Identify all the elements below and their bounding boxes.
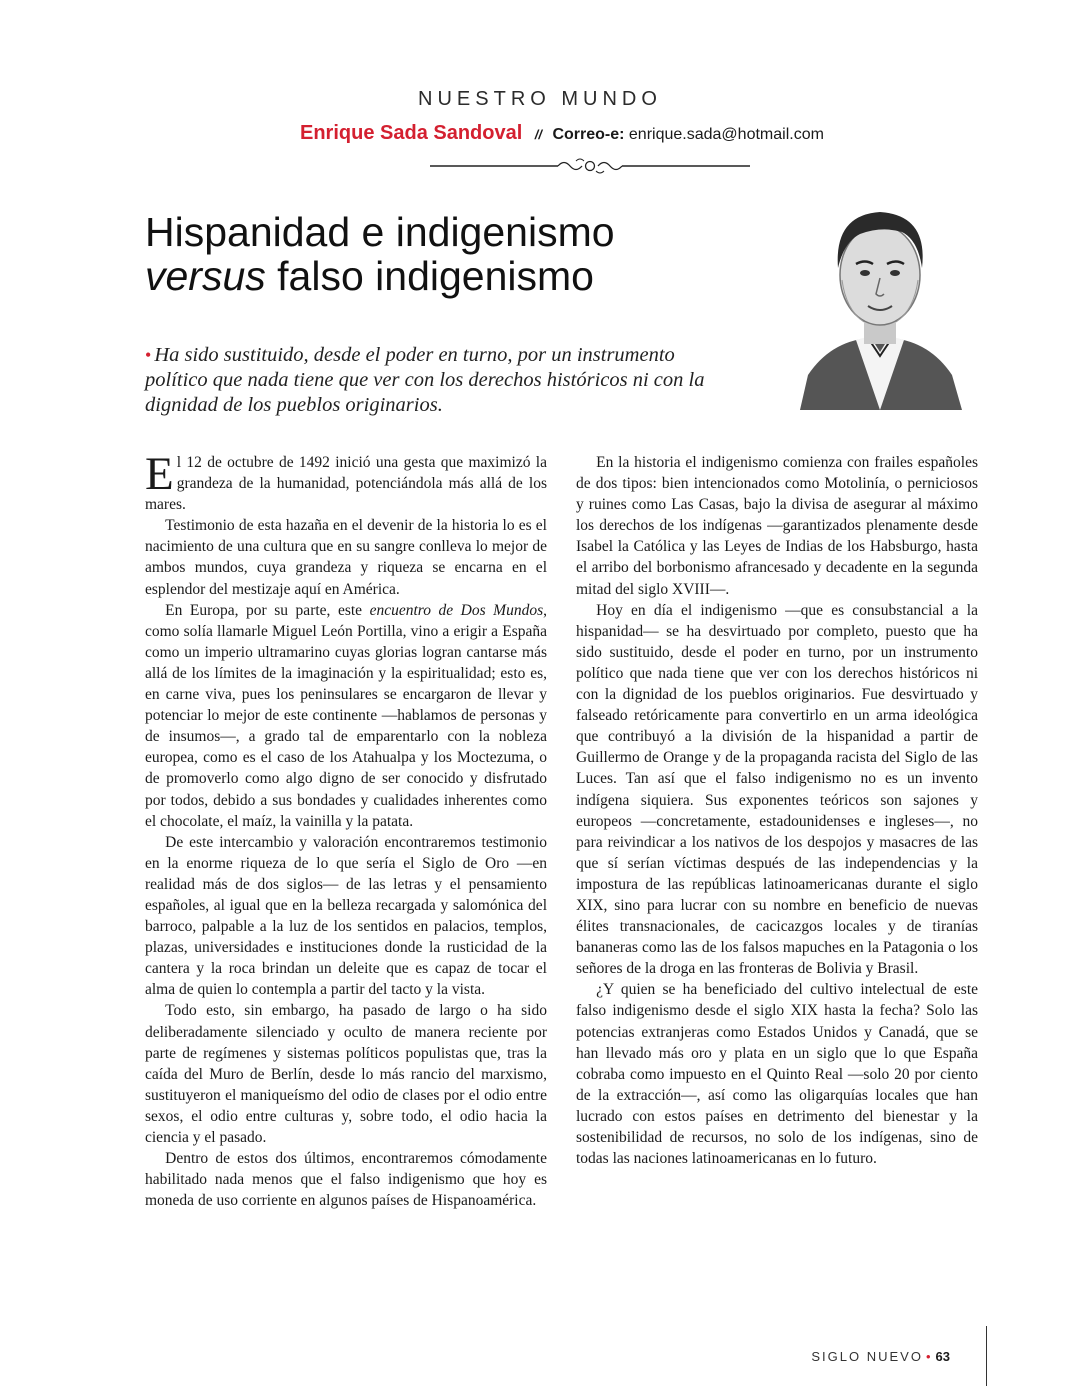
- byline-separator: //: [534, 127, 542, 142]
- ornament-divider-icon: [430, 155, 750, 177]
- email-label: Correo-e:: [552, 126, 625, 143]
- author-name: Enrique Sada Sandoval: [300, 122, 523, 144]
- paragraph: ¿Y quien se ha beneficiado del cultivo intelectual de este falso indigenismo desde el siglo XIX hasta la fecha? Solo las potencias extranjeras como Estados Unidos y Canadá, que se han llevado más oro y plata en un siglo que lo que España cobraba como impuesto en el Quinto Real —solo 20 por ciento de la extracción—, así como las oligarquías locales que han lucrado con estos países en detrimento del bienestar y la sostenibilidad de recursos, no solo de los indígenas, sino de todas las naciones latinoamericanas en lo futuro.: [576, 981, 978, 1168]
- article-title: [145, 210, 615, 298]
- footer-rule: [986, 1326, 987, 1386]
- article-deck: [145, 343, 725, 418]
- byline: [300, 122, 824, 145]
- paragraph: De este intercambio y valoración encontraremos testimonio en la enorme riqueza de lo que sería el Siglo de Oro —en realidad más de dos siglos— de las letras y el pensamiento españoles, al igual que en la belleza recargada y salomónica del barroco, palpable a la luz de los sentidos en palacios, templos, plazas, universidades e instituciones donde la rusticidad de la cantera y la roca brindan un deleite que es capaz de tocar el alma de quien lo contempla a partir del tacto y la vista.: [145, 833, 547, 999]
- drop-cap: E: [145, 448, 174, 500]
- page-number: 63: [935, 1349, 950, 1364]
- paragraph: Todo esto, sin embargo, ha pasado de largo o ha sido deliberadamente silenciado y oculto de manera reciente por parte de regímenes y sistemas políticos populistas que, tras la caída del Muro de Berlín, desde lo más rancio del marxismo, sustituyeron el maniqueísmo del odio de clases por el odio entre sexos, el odio entre culturas y, sobre todo, el odio hacia la ciencia y el pasado.: [145, 1002, 547, 1146]
- paragraph: Dentro de estos dos últimos, encontraremos cómodamente habilitado nada menos que el falso indigenismo que hoy es moneda de uso corriente en algunos países de Hispanoamérica.: [145, 1150, 547, 1210]
- folio-dot: •: [925, 1349, 933, 1364]
- paragraph-text: En Europa, por su parte, este: [165, 601, 370, 619]
- title-line-1: Hispanidad e indigenismo: [145, 209, 615, 255]
- paragraph: [145, 600, 547, 832]
- title-italic-word: versus: [145, 253, 266, 299]
- deck-text: Ha sido sustituido, desde el poder en turno, por un instrumento político que nada tiene que ver con los derechos históricos ni con la dignidad de los pueblos originarios.: [145, 344, 705, 416]
- paragraph: Hoy en día el indigenismo —que es consubstancial a la hispanidad— se ha desvirtuado por completo, puesto que ha sido sustituido, desde el poder en turno, por un instrumento político que nada tiene que ver con los derechos históricos ni con la dignidad de los pueblos originarios. Fue desvirtuado y falseado retóricamente para convertirlo en un arma ideológica que contribuyó a la división de la hispanidad a partir de Guillermo de Orange y de la propaganda racista del Siglo de las Luces. Tan así que el falso indigenismo no es un invento indígena siquiera. Sus exponentes teóricos son sajones y europeos —concretamente, estadounidenses e ingleses—, no para reivindicar a los nativos de los despojos y masacres de las que sí serían víctimas después de las independencias y la impostura de las repúblicas latinoamericanas durante el siglo XIX, sino para lucrar con su nombre en beneficio de nuevas élites transnacionales, de cacicazgos locales y de tiranías bananeras como las de los falsos mapuches en la Patagonia o los señores de la droga en las fronteras de Bolivia y Brasil.: [576, 601, 978, 978]
- section-label: NUESTRO MUNDO: [418, 88, 662, 110]
- title-line-2: falso indigenismo: [265, 253, 594, 299]
- author-portrait: [790, 170, 970, 410]
- article-column-left: [145, 448, 547, 1211]
- publication-name: SIGLO NUEVO: [811, 1349, 923, 1364]
- paragraph-text: l 12 de octubre de 1492 inició una gesta que maximizó la grandeza de la humanidad, potenciándola más allá de los mares.: [145, 454, 547, 514]
- paragraph: En la historia el indigenismo comienza con frailes españoles de dos tipos: bien intencionados como Motolinía, o perniciosos y ruines como Las Casas, bajo la divisa de asegurar al máximo los derechos de los indígenas —garantizados plenamente desde Isabel la Católica y las Leyes de Indias de los Habsburgo, hasta el arribo del borbonismo afrancesado y decadente en la segunda mitad del siglo XVIII—.: [576, 454, 978, 598]
- paragraph: Testimonio de esta hazaña en el devenir de la historia lo es el nacimiento de una cultura que en su sangre conlleva lo mejor de ambos mundos, cuya grandeza y riqueza se encarna en el esplendor del mestizaje aquí en América.: [145, 517, 547, 598]
- footer-folio: [811, 1349, 950, 1364]
- paragraph-text: , como solía llamarle Miguel León Portilla, vino a erigir a España como un imperio ultramarino cuyas glorias logran cantarse más allá de los límites de la imaginación y la espiritualidad; esto es, en carne viva, pues los peninsulares se encargaron de llevar y potenciar lo mejor de este continente —hablamos de personas y de insumos—, a grado tal de emparentarlo con la nobleza europea, como es el caso de los Atahualpa y los Moctezuma, o de promoverlo como algo digno de ser conocido y disfrutado por todos, debido a sus bondades y cualidades inherentes como el chocolate, el maíz, la vainilla y la patata.: [145, 601, 547, 830]
- author-email[interactable]: enrique.sada@hotmail.com: [628, 126, 824, 143]
- article-column-right: [576, 452, 978, 1169]
- deck-bullet: •: [145, 345, 152, 365]
- paragraph-emphasis: encuentro de Dos Mundos: [369, 601, 544, 619]
- paragraph: [145, 448, 547, 515]
